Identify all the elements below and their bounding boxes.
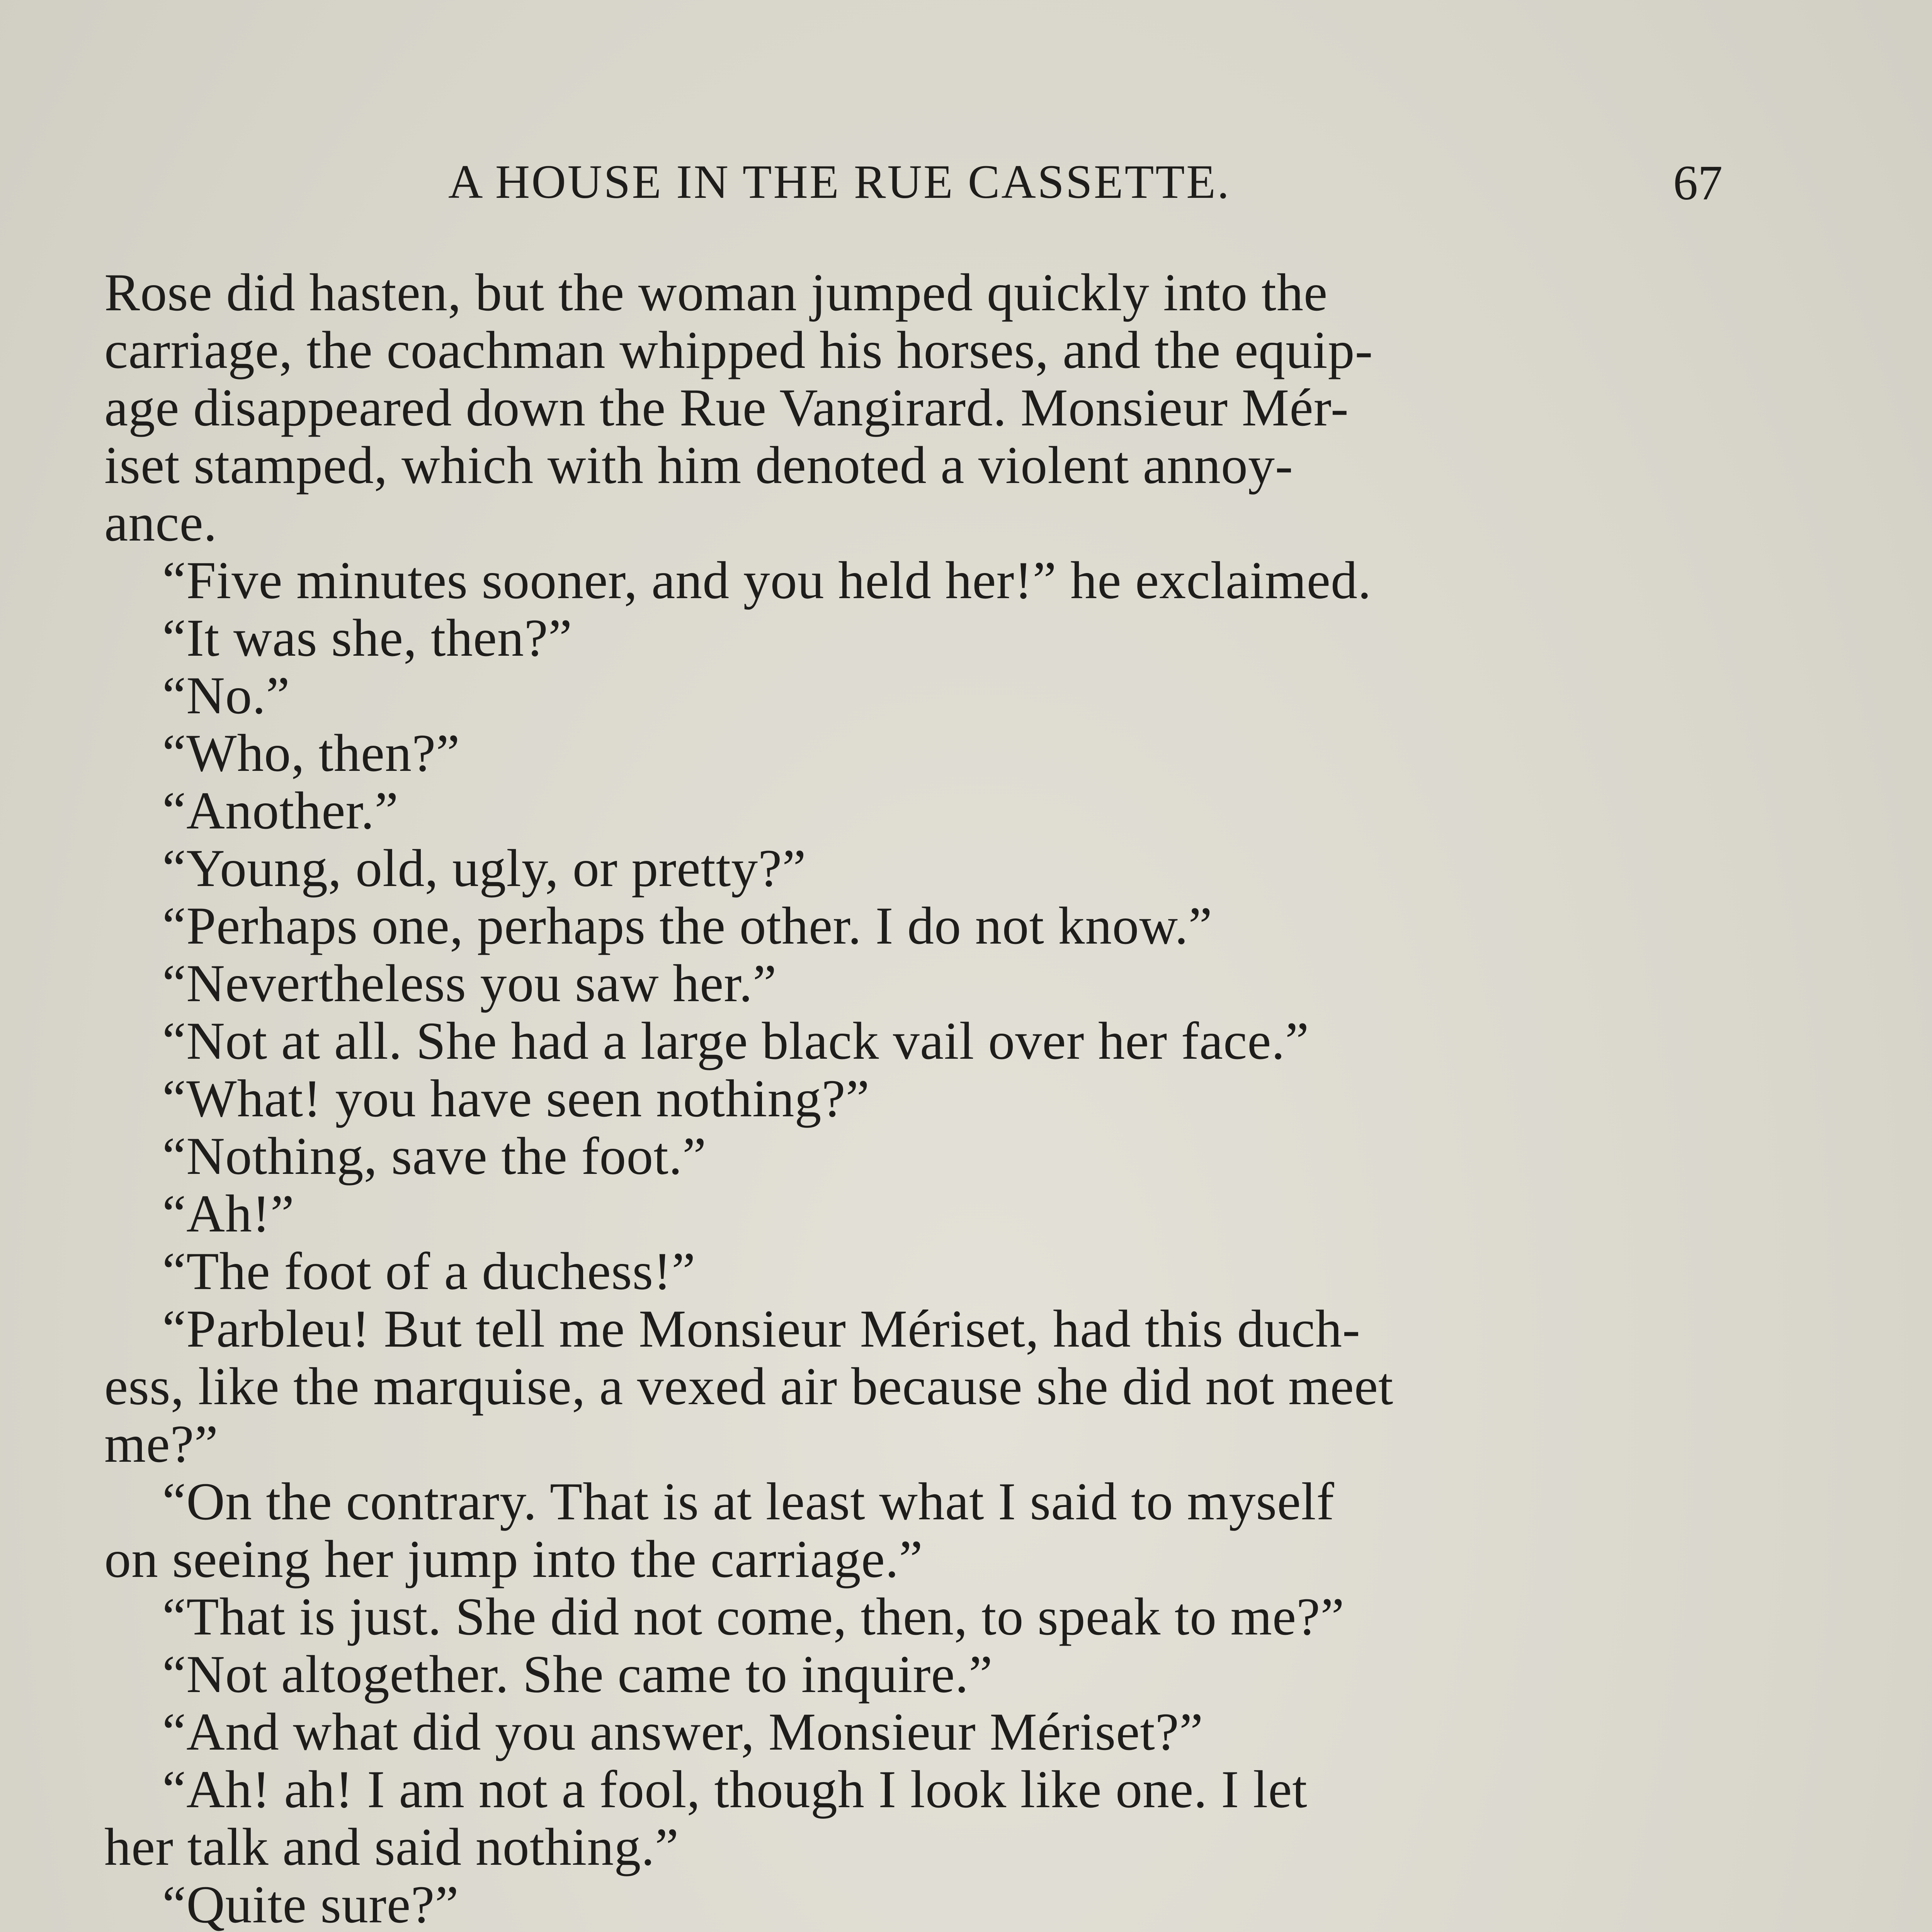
text-line: “Ah!” (162, 1184, 295, 1243)
text-line: “That is just. She did not come, then, to speak to me?” (162, 1587, 1345, 1646)
text-line: “Not altogether. She came to inquire.” (162, 1645, 993, 1704)
text-line: “And what did you answer, Monsieur Mériset?” (162, 1702, 1204, 1761)
text-line: “Another.” (162, 781, 399, 840)
text-line: “Nevertheless you saw her.” (162, 954, 777, 1013)
running-head: A HOUSE IN THE RUE CASSETTE. (448, 155, 1231, 208)
text-line: me?” (104, 1414, 219, 1473)
text-line: “No.” (162, 666, 290, 725)
text-line: “Parbleu! But tell me Monsieur Mériset, had this duch- (162, 1299, 1361, 1358)
text-line: age disappeared down the Rue Vangirard. Monsieur Mér- (104, 378, 1349, 437)
text-line: “Who, then?” (162, 723, 460, 782)
text-line: ance. (104, 493, 218, 552)
text-line: “The foot of a duchess!” (162, 1242, 696, 1301)
text-line: “Nothing, save the foot.” (162, 1126, 707, 1185)
page-number: 67 (1673, 155, 1723, 210)
text-line: her talk and said nothing.” (104, 1817, 679, 1876)
text-line: ess, like the marquise, a vexed air because she did not meet (104, 1357, 1394, 1416)
text-line: iset stamped, which with him denoted a violent annoy- (104, 435, 1293, 495)
body-text (104, 264, 1731, 1932)
text-line: “Not at all. She had a large black vail over her face.” (162, 1011, 1310, 1070)
text-line: “Ah! ah! I am not a fool, though I look like one. I let (162, 1760, 1308, 1819)
text-line: “On the contrary. That is at least what I said to myself (162, 1472, 1335, 1531)
text-line: “Five minutes sooner, and you held her!” he exclaimed. (162, 551, 1372, 610)
text-line: “Quite sure?” (162, 1875, 459, 1932)
text-line: Rose did hasten, but the woman jumped quickly into the (104, 263, 1328, 322)
text-line: “Young, old, ugly, or pretty?” (162, 838, 806, 898)
text-line: “Perhaps one, perhaps the other. I do not know.” (162, 896, 1213, 955)
text-line: on seeing her jump into the carriage.” (104, 1529, 923, 1588)
text-line: “It was she, then?” (162, 608, 573, 667)
text-line: carriage, the coachman whipped his horses, and the equip- (104, 320, 1373, 379)
text-line: “What! you have seen nothing?” (162, 1069, 870, 1128)
